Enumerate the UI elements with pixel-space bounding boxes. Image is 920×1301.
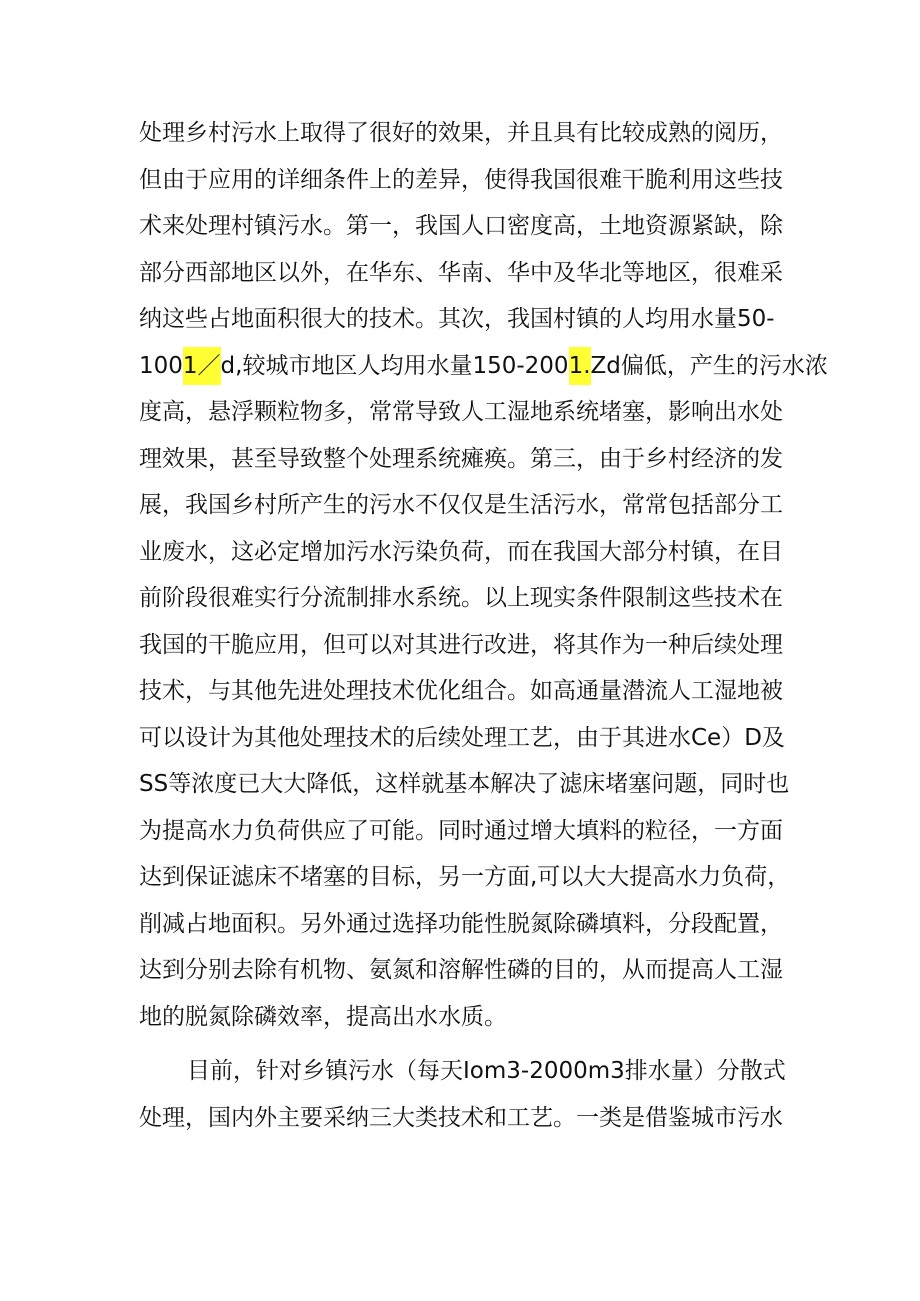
text-line: 但由于应用的详细条件上的差异，使得我国很难干脆利用这些技 [139, 166, 783, 193]
text-line: 技术，与其他先进处理技术优化组合。如高通量潜流人工湿地被 [139, 678, 783, 704]
text-line: 纳这些占地面积很大的技术。其次，我国村镇的人均用水量50- [139, 306, 775, 332]
paragraph-gap [139, 1040, 799, 1048]
text-line: 业废水，这必定增加污水污染负荷，而在我国大部分村镇，在目 [139, 538, 783, 565]
body-text [139, 110, 828, 1141]
paragraph-1 [139, 110, 828, 1040]
text-segment: 100 [139, 352, 183, 379]
text-line: 术来处理村镇污水。第一，我国人口密度高，土地资源紧缺，除 [139, 213, 783, 239]
text-line: 理效果，甚至导致整个处理系统瘫痪。第三，由于乡村经济的发 [139, 445, 783, 472]
text-line-with-highlights [139, 343, 828, 390]
text-line: 我国的干脆应用，但可以对其进行改进，将其作为一种后续处理 [139, 631, 783, 658]
text-line: 前阶段很难实行分流制排水系统。以上现实条件限制这些技术在 [139, 585, 783, 611]
text-segment: d,较城市地区人均用水量150-200 [220, 352, 569, 379]
text-segment: Zd偏低，产生的污水浓 [590, 352, 828, 379]
paragraph-2 [139, 1048, 799, 1141]
text-line: 展，我国乡村所产生的污水不仅仅是生活污水，常常包括部分工 [139, 492, 783, 518]
text-line: 达到分别去除有机物、氨氮和溶解性磷的目的，从而提高人工湿 [139, 957, 783, 983]
text-line: 地的脱氮除磷效率，提高出水水质。 [139, 1003, 507, 1030]
text-line: SS等浓度已大大降低，这样就基本解决了滤床堵塞问题，同时也 [139, 771, 790, 797]
text-line: 目前，针对乡镇污水（每天Iom3-2000m3排水量）分散式 [187, 1058, 786, 1084]
text-line: 度高，悬浮颗粒物多，常常导致人工湿地系统堵塞，影响出水处 [139, 399, 783, 425]
text-line: 为提高水力负荷供应了可能。同时通过增大填料的粒径，一方面 [139, 817, 783, 844]
text-line: 处理乡村污水上取得了很好的效果，并且具有比较成熟的阅历， [139, 120, 783, 146]
text-line: 处理，国内外主要采纳三大类技术和工艺。一类是借鉴城市污水 [139, 1104, 783, 1131]
highlighted-text: 1／ [183, 347, 221, 385]
text-line: 达到保证滤床不堵塞的目标，另一方面,可以大大提高水力负荷， [139, 864, 791, 890]
highlighted-text: 1. [569, 347, 591, 385]
text-line: 削减占地面积。另外通过选择功能性脱氮除磷填料，分段配置， [139, 910, 783, 937]
text-line: 部分西部地区以外，在华东、华南、华中及华北等地区，很难采 [139, 259, 783, 286]
text-line: 可以设计为其他处理技术的后续处理工艺，由于其进水Ce）D及 [139, 724, 785, 751]
